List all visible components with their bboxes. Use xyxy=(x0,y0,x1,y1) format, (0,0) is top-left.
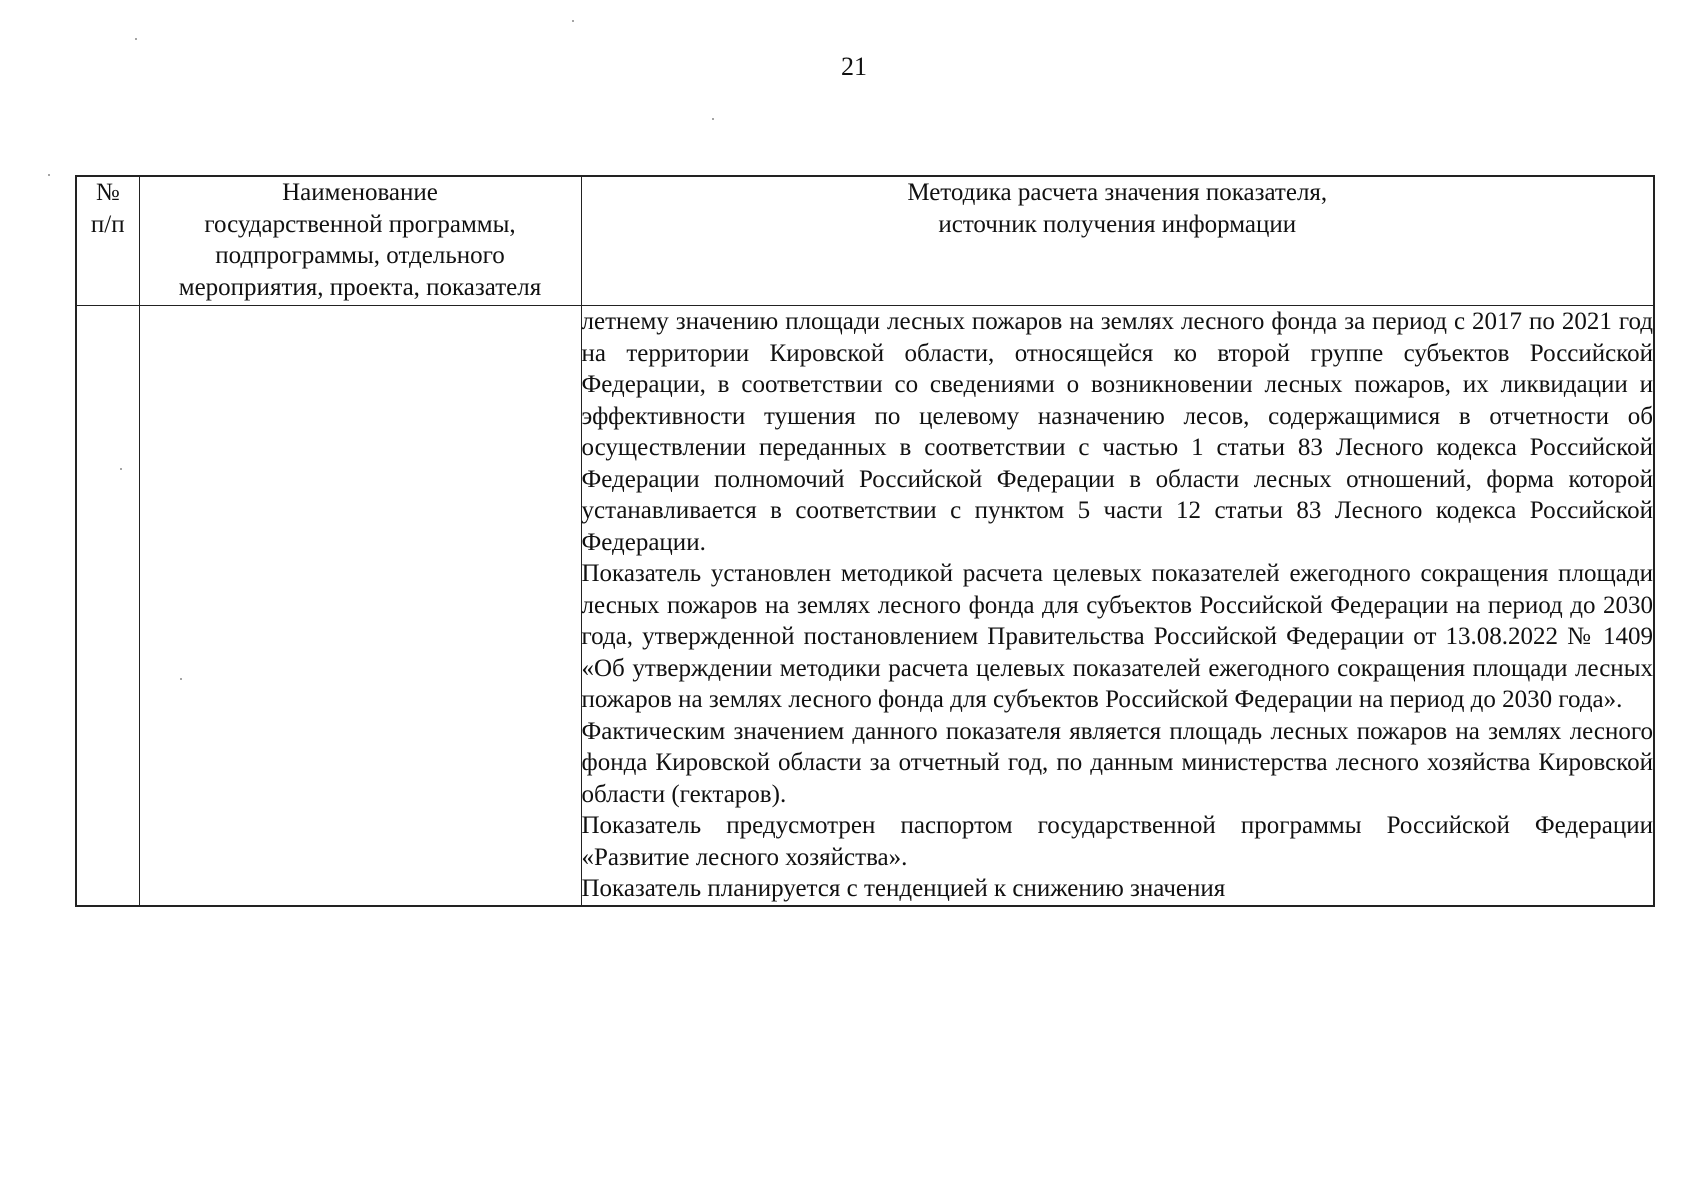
header-number-cell xyxy=(76,176,139,306)
method-paragraph: Показатель установлен методикой расчета целевых показателей ежегодного сокращения площади лесных пожаров на землях лесного фонда для субъектов Российской Федерации на период до 2030 года, утвержденной постановлением Правительства Российской Федерации от 13.08.2022 № 1409 «Об утверждении методики расчета целевых показателей ежегодного сокращения площади лесных пожаров на землях лесного фонда для субъектов Российской Федерации на период до 2030 года». xyxy=(581,560,1653,713)
method-paragraph: Фактическим значением данного показателя является площадь лесных пожаров на землях лесного фонда Кировской области за отчетный год, по данным министерства лесного хозяйства Кировской области (гектаров). xyxy=(581,717,1653,808)
scan-speck xyxy=(48,174,50,176)
header-method-cell xyxy=(581,176,1654,306)
scan-speck xyxy=(572,20,574,22)
header-method-line: источник получения информации xyxy=(938,210,1297,238)
method-paragraph: Показатель предусмотрен паспортом государственной программы Российской Федерации «Развитие лесного хозяйства». xyxy=(581,812,1653,871)
page-number: 21 xyxy=(841,52,867,81)
header-name-line: Наименование xyxy=(282,179,438,206)
header-number-line: № xyxy=(95,179,120,206)
row-name-cell xyxy=(139,306,581,906)
header-method-line: Методика расчета значения показателя, xyxy=(907,179,1328,206)
row-number-cell xyxy=(76,306,139,906)
table-row xyxy=(76,306,1654,906)
header-name-line: мероприятия, проекта, показателя xyxy=(178,273,542,301)
row-method-cell xyxy=(581,306,1654,906)
scan-speck xyxy=(712,118,714,120)
table-header-row xyxy=(76,176,1654,306)
scan-speck xyxy=(135,38,137,40)
header-name-line: государственной программы, xyxy=(204,210,516,238)
header-name-line: подпрограммы, отдельного xyxy=(215,242,505,269)
header-name-cell xyxy=(139,176,581,306)
indicator-table xyxy=(75,175,1655,907)
header-number-line: п/п xyxy=(90,210,125,238)
method-paragraph: Показатель планируется с тенденцией к снижению значения xyxy=(581,875,1226,902)
method-paragraph: летнему значению площади лесных пожаров на землях лесного фонда за период с 2017 по 2021 год на территории Кировской области, относящейся ко второй группе субъектов Российской Федерации, в соответствии со сведениями о возникновении лесных пожаров, их ликвидации и эффективности тушения по целевому назначению лесов, содержащимися в отчетности об осуществлении переданных в соответствии с частью 1 статьи 83 Лесного кодекса Российской Федерации полномочий Российской Федерации в области лесных отношений, форма которой устанавливается в соответствии с пунктом 5 части 12 статьи 83 Лесного кодекса Российской Федерации. xyxy=(581,308,1653,556)
